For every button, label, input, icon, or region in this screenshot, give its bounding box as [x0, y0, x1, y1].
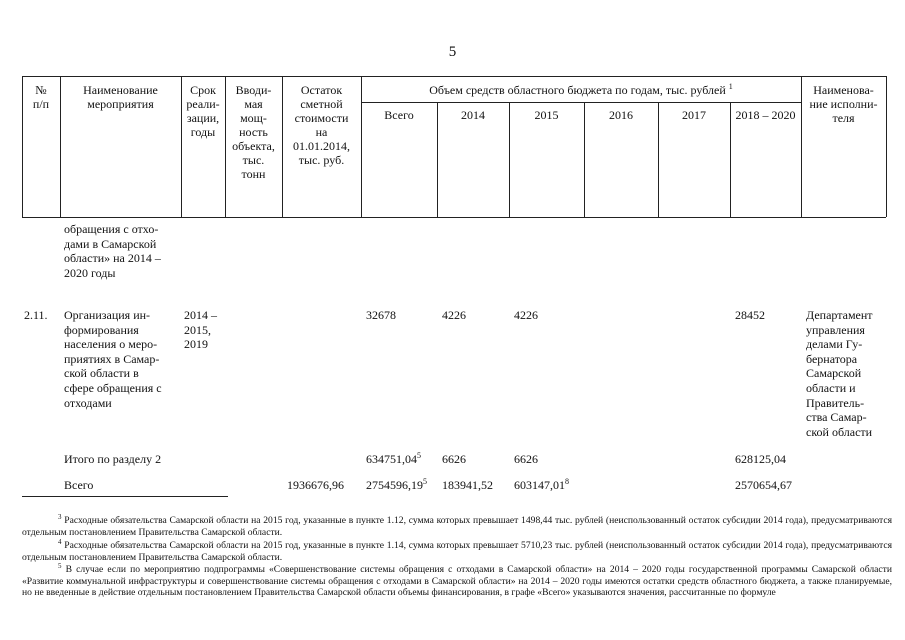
row-total: 32678	[366, 308, 396, 322]
header-year-2016: 2016	[609, 108, 633, 122]
grand-total-2018-2020: 2570654,67	[735, 478, 792, 492]
section-total-2015: 6626	[514, 452, 538, 466]
section-total-2018-2020: 628125,04	[735, 452, 786, 466]
section-total-2014: 6626	[442, 452, 466, 466]
grand-total-sum: 2754596,19$^5$	[366, 477, 427, 492]
footnote-3: $^3$ Расходные обязательства Самарской области на 2015 год, указанные в пункте 1.12, сумма которых превышает 1498,44 тыс. рублей (неиспользованный остаток субсидии 2014 года), предусматриваются отдельным постановлением Правительства Самарской области.	[22, 512, 893, 538]
header-year-2017: 2017	[682, 108, 706, 122]
header-years-2018-2020: 2018 – 2020	[735, 108, 796, 122]
row-2015: 4226	[514, 308, 538, 322]
footnote-separator	[22, 496, 228, 497]
footnote-5: $^5$ В случае если по мероприятию подпрограммы «Совершенствование системы обращения с отходами в Самарской области» на 2014 – 2020 годы государственной программы Самарской области «Развитие коммунальной инфраструктуры и совершенствование системы обращения с отходами в Самарской области» на 2014 – 2020 годы имеются остатки средств областного бюджета, а также планируемые, но не введенные в действие отдельным постановлением Правительства Самарской области объемы финансирования, в графе «Всего» указываются значения, рассчитанные по формуле	[22, 561, 893, 599]
row-executor: Департамент управления делами Гу- бернатора Самарской области и Правитель- ства Самар- ской области	[806, 308, 873, 439]
header-executor: Наименова- ние исполни- теля	[809, 83, 878, 125]
grand-total-remaining: 1936676,96	[287, 478, 344, 492]
header-num: № п/п	[32, 83, 50, 111]
row-2014: 4226	[442, 308, 466, 322]
continued-row-text: обращения с отхо- дами в Самарской области» на 2014 – 2020 годы	[64, 222, 161, 280]
grand-total-2015: 603147,01$^8$	[514, 477, 569, 492]
grand-total-label: Всего	[64, 478, 94, 492]
row-term: 2014 – 2015, 2019	[184, 308, 217, 352]
header-year-2015: 2015	[534, 108, 559, 122]
footnote-4: $^4$ Расходные обязательства Самарской области на 2015 год, указанные в пункте 1.14, сумма которых превышает 5710,23 тыс. рублей (неиспользованный остаток субсидии 2014 года), предусматриваются отдельным постановлением Правительства Самарской области.	[22, 537, 893, 563]
row-2018-2020: 28452	[735, 308, 765, 322]
header-budget-title: Объем средств областного бюджета по годам, тыс. рублей $^1$	[429, 82, 733, 97]
header-remaining-cost: Остаток сметной стоимости на 01.01.2014, тыс. руб.	[293, 83, 350, 167]
row-name: Организация ин- формирования населения о меро- приятиях в Самар- ской области в сфере обращения с отходами	[64, 308, 162, 410]
header-capacity: Вводи- мая мощ- ность объекта, тыс. тонн	[232, 83, 275, 181]
header-total: Всего	[384, 108, 414, 122]
header-name: Наименование мероприятия	[83, 83, 158, 111]
section-total-sum: 634751,04$^5$	[366, 451, 421, 466]
section-total-label: Итого по разделу 2	[64, 452, 162, 466]
header-year-2014: 2014	[461, 108, 485, 122]
page-number: 5	[448, 44, 457, 60]
grand-total-2014: 183941,52	[442, 478, 493, 492]
row-num: 2.11.	[24, 308, 48, 322]
header-term: Срок реали- зации, годы	[186, 83, 220, 139]
